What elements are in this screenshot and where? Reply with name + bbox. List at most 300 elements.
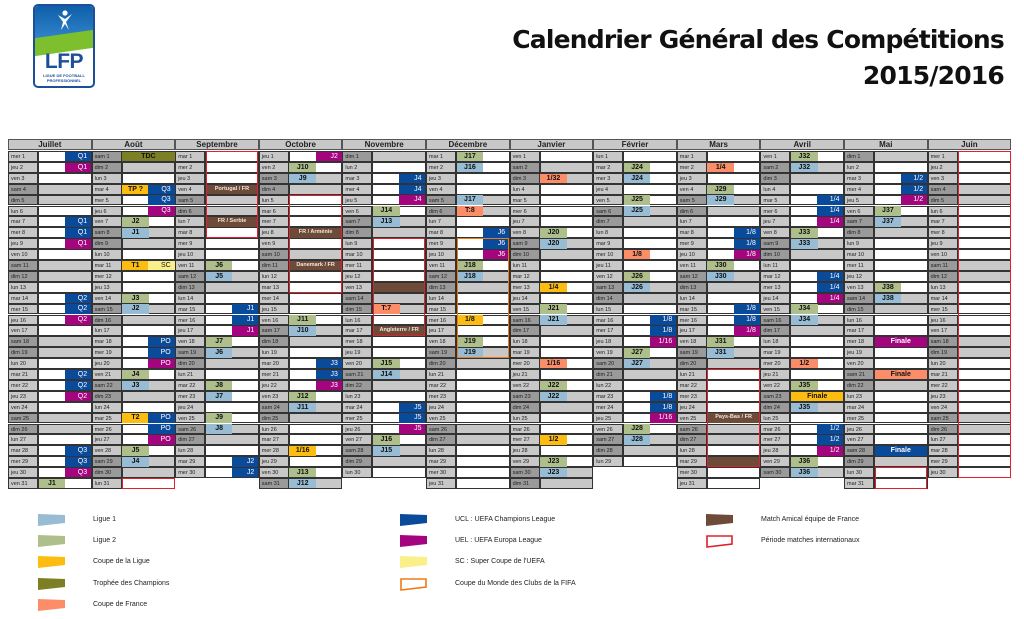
- day-cell[interactable]: [456, 304, 510, 315]
- day-cell[interactable]: [707, 216, 761, 227]
- event-ligue2[interactable]: J25: [624, 195, 651, 205]
- day-cell[interactable]: [205, 445, 259, 456]
- day-cell[interactable]: [874, 249, 928, 260]
- day-cell[interactable]: [372, 249, 426, 260]
- day-cell[interactable]: [958, 391, 1012, 402]
- day-cell[interactable]: [958, 315, 1012, 326]
- day-cell[interactable]: [707, 358, 761, 369]
- day-cell[interactable]: [372, 260, 426, 271]
- day-cell[interactable]: [456, 358, 510, 369]
- day-cell[interactable]: [958, 195, 1012, 206]
- event-uel[interactable]: J6: [483, 250, 509, 260]
- day-cell[interactable]: [122, 173, 176, 184]
- event-ligue2[interactable]: J6: [206, 261, 233, 271]
- day-cell[interactable]: [874, 413, 928, 424]
- day-cell[interactable]: [205, 282, 259, 293]
- event-ucl[interactable]: J1: [232, 304, 258, 314]
- event-ucl[interactable]: J5: [399, 403, 425, 413]
- day-cell[interactable]: [122, 282, 176, 293]
- day-cell[interactable]: [958, 249, 1012, 260]
- event-coupe_france[interactable]: T:8: [457, 206, 484, 216]
- event-ligue1[interactable]: J7: [206, 392, 233, 402]
- event-ucl[interactable]: 1/8: [650, 392, 676, 402]
- event-coupe_ligue[interactable]: TP ?: [122, 185, 149, 195]
- day-cell[interactable]: [540, 325, 594, 336]
- event-ligue2[interactable]: J20: [540, 228, 567, 238]
- event-ligue2[interactable]: J23: [540, 457, 567, 467]
- event-ucl[interactable]: 1/2: [817, 424, 843, 434]
- event-ucl[interactable]: 1/8: [734, 315, 760, 325]
- day-cell[interactable]: [289, 184, 343, 195]
- day-cell[interactable]: [289, 293, 343, 304]
- event-ligue2[interactable]: J21: [540, 304, 567, 314]
- event-coupe_france[interactable]: 1/8: [624, 250, 651, 260]
- event-ligue1[interactable]: J21: [540, 315, 567, 325]
- event-ligue2[interactable]: J36: [791, 457, 818, 467]
- event-uel[interactable]: Q3: [148, 206, 174, 216]
- day-cell[interactable]: [372, 336, 426, 347]
- event-coupe_france[interactable]: 1/2: [791, 359, 818, 369]
- day-cell[interactable]: [289, 206, 343, 217]
- event-ligue1[interactable]: J11: [289, 403, 316, 413]
- event-ligue1[interactable]: J24: [624, 174, 651, 184]
- day-cell[interactable]: [707, 151, 761, 162]
- day-cell[interactable]: [958, 347, 1012, 358]
- event-ucl[interactable]: J2: [232, 457, 258, 467]
- event-ucl[interactable]: Q2: [65, 370, 91, 380]
- day-cell[interactable]: [289, 424, 343, 435]
- day-cell[interactable]: [540, 184, 594, 195]
- event-ucl[interactable]: 1/8: [650, 403, 676, 413]
- event-ligue1[interactable]: J6: [206, 348, 233, 358]
- day-cell[interactable]: [874, 380, 928, 391]
- day-cell[interactable]: [540, 249, 594, 260]
- day-cell[interactable]: [874, 456, 928, 467]
- day-cell[interactable]: [372, 238, 426, 249]
- event-ligue2[interactable]: J38: [875, 283, 902, 293]
- event-coupe_ligue[interactable]: 1/16: [289, 446, 316, 456]
- day-cell[interactable]: [38, 184, 92, 195]
- day-cell[interactable]: [205, 369, 259, 380]
- event-ligue2[interactable]: J14: [373, 206, 400, 216]
- event-ligue1[interactable]: J30: [707, 272, 734, 282]
- event-amical[interactable]: [707, 457, 760, 467]
- day-cell[interactable]: [456, 467, 510, 478]
- event-ucl[interactable]: Q2: [65, 294, 91, 304]
- event-ucl[interactable]: 1/2: [901, 185, 927, 195]
- day-cell[interactable]: [623, 456, 677, 467]
- event-coupe_ligue[interactable]: 1/2: [540, 435, 567, 445]
- day-cell[interactable]: [874, 151, 928, 162]
- day-cell[interactable]: [623, 380, 677, 391]
- day-cell[interactable]: [205, 434, 259, 445]
- day-cell[interactable]: [540, 293, 594, 304]
- day-cell[interactable]: [958, 413, 1012, 424]
- day-cell[interactable]: [289, 238, 343, 249]
- day-cell[interactable]: [456, 184, 510, 195]
- event-ligue1[interactable]: J8: [206, 424, 233, 434]
- day-cell[interactable]: [958, 293, 1012, 304]
- day-cell[interactable]: [38, 358, 92, 369]
- event-ligue1[interactable]: J15: [373, 446, 400, 456]
- day-cell[interactable]: [958, 304, 1012, 315]
- event-ligue2[interactable]: J15: [373, 359, 400, 369]
- event-ligue2[interactable]: J30: [707, 261, 734, 271]
- event-amical[interactable]: FR / Serbie: [206, 217, 259, 227]
- event-uel[interactable]: PO: [148, 435, 174, 445]
- day-cell[interactable]: [958, 206, 1012, 217]
- day-cell[interactable]: [623, 227, 677, 238]
- day-cell[interactable]: [623, 184, 677, 195]
- event-ucl[interactable]: 1/8: [734, 239, 760, 249]
- event-ligue2[interactable]: J29: [707, 185, 734, 195]
- day-cell[interactable]: [874, 478, 928, 489]
- day-cell[interactable]: [958, 380, 1012, 391]
- event-ucl[interactable]: J3: [316, 370, 342, 380]
- event-ucl[interactable]: J4: [399, 185, 425, 195]
- event-ucl[interactable]: Q3: [148, 195, 174, 205]
- day-cell[interactable]: [372, 315, 426, 326]
- event-ligue1[interactable]: J1: [122, 228, 149, 238]
- event-ligue1[interactable]: J16: [457, 163, 484, 173]
- event-ucl[interactable]: PO: [148, 413, 174, 423]
- day-cell[interactable]: [790, 336, 844, 347]
- event-amical[interactable]: [373, 283, 426, 293]
- day-cell[interactable]: [205, 402, 259, 413]
- day-cell[interactable]: [958, 271, 1012, 282]
- day-cell[interactable]: [958, 467, 1012, 478]
- day-cell[interactable]: [790, 260, 844, 271]
- event-uel[interactable]: J5: [399, 424, 425, 434]
- event-uel[interactable]: 1/2: [901, 195, 927, 205]
- event-ligue1[interactable]: J10: [289, 326, 316, 336]
- day-cell[interactable]: [122, 402, 176, 413]
- day-cell[interactable]: [958, 173, 1012, 184]
- day-cell[interactable]: [790, 249, 844, 260]
- event-ucl[interactable]: 1/2: [817, 435, 843, 445]
- day-cell[interactable]: [205, 162, 259, 173]
- day-cell[interactable]: [958, 227, 1012, 238]
- event-ucl[interactable]: Q3: [148, 185, 174, 195]
- day-cell[interactable]: [456, 369, 510, 380]
- event-ucl[interactable]: 1/4: [817, 272, 843, 282]
- day-cell[interactable]: [540, 216, 594, 227]
- event-ligue2[interactable]: J35: [791, 381, 818, 391]
- event-ligue2[interactable]: J26: [624, 272, 651, 282]
- day-cell[interactable]: [38, 206, 92, 217]
- event-ligue2[interactable]: J17: [457, 152, 484, 162]
- day-cell[interactable]: [122, 391, 176, 402]
- day-cell[interactable]: [205, 173, 259, 184]
- event-ligue1[interactable]: J19: [457, 348, 484, 358]
- event-ucl[interactable]: J2: [232, 468, 258, 478]
- day-cell[interactable]: [623, 293, 677, 304]
- day-cell[interactable]: [790, 184, 844, 195]
- day-cell[interactable]: [707, 391, 761, 402]
- day-cell[interactable]: [958, 445, 1012, 456]
- event-uel[interactable]: Q3: [65, 468, 91, 478]
- day-cell[interactable]: [456, 402, 510, 413]
- day-cell[interactable]: [958, 238, 1012, 249]
- day-cell[interactable]: [372, 151, 426, 162]
- day-cell[interactable]: [707, 282, 761, 293]
- day-cell[interactable]: [38, 413, 92, 424]
- event-ucl[interactable]: 1/8: [650, 326, 676, 336]
- event-ucl[interactable]: J4: [399, 174, 425, 184]
- event-ligue1[interactable]: J23: [540, 468, 567, 478]
- day-cell[interactable]: [205, 249, 259, 260]
- day-cell[interactable]: [372, 467, 426, 478]
- day-cell[interactable]: [540, 347, 594, 358]
- event-ligue2[interactable]: J10: [289, 163, 316, 173]
- day-cell[interactable]: [38, 434, 92, 445]
- day-cell[interactable]: [958, 325, 1012, 336]
- day-cell[interactable]: [958, 151, 1012, 162]
- day-cell[interactable]: [623, 445, 677, 456]
- day-cell[interactable]: [38, 260, 92, 271]
- day-cell[interactable]: [456, 456, 510, 467]
- day-cell[interactable]: [456, 424, 510, 435]
- day-cell[interactable]: [289, 434, 343, 445]
- event-ucl[interactable]: 1/2: [901, 174, 927, 184]
- day-cell[interactable]: [790, 173, 844, 184]
- event-ligue1[interactable]: J3: [122, 381, 149, 391]
- event-ligue1[interactable]: J20: [540, 239, 567, 249]
- day-cell[interactable]: [289, 282, 343, 293]
- day-cell[interactable]: [372, 271, 426, 282]
- day-cell[interactable]: [38, 271, 92, 282]
- day-cell[interactable]: [874, 271, 928, 282]
- event-ligue1[interactable]: J32: [791, 163, 818, 173]
- day-cell[interactable]: [456, 293, 510, 304]
- day-cell[interactable]: [874, 358, 928, 369]
- day-cell[interactable]: [707, 434, 761, 445]
- event-ucl[interactable]: Q1: [65, 228, 91, 238]
- event-uel[interactable]: Finale: [875, 337, 928, 347]
- day-cell[interactable]: [38, 282, 92, 293]
- event-ligue2[interactable]: J16: [373, 435, 400, 445]
- day-cell[interactable]: [122, 249, 176, 260]
- day-cell[interactable]: [958, 456, 1012, 467]
- day-cell[interactable]: [540, 413, 594, 424]
- day-cell[interactable]: [122, 238, 176, 249]
- day-cell[interactable]: [707, 402, 761, 413]
- event-ucl[interactable]: J6: [483, 239, 509, 249]
- day-cell[interactable]: [456, 325, 510, 336]
- event-ligue1[interactable]: J5: [206, 272, 233, 282]
- event-ucl[interactable]: 1/8: [650, 315, 676, 325]
- event-ligue2[interactable]: J27: [624, 348, 651, 358]
- event-ligue1[interactable]: J18: [457, 272, 484, 282]
- event-coupe_ligue[interactable]: 1/8: [457, 315, 484, 325]
- event-ucl[interactable]: 1/8: [734, 228, 760, 238]
- day-cell[interactable]: [540, 478, 594, 489]
- event-ligue2[interactable]: J19: [457, 337, 484, 347]
- day-cell[interactable]: [707, 467, 761, 478]
- event-coupe_france[interactable]: 1/4: [707, 163, 734, 173]
- day-cell[interactable]: [289, 413, 343, 424]
- event-uel[interactable]: Q1: [65, 163, 91, 173]
- day-cell[interactable]: [958, 282, 1012, 293]
- day-cell[interactable]: [874, 315, 928, 326]
- event-ligue1[interactable]: J29: [707, 195, 734, 205]
- event-ucl[interactable]: J5: [399, 413, 425, 423]
- event-coupe_ligue[interactable]: Finale: [791, 392, 844, 402]
- day-cell[interactable]: [205, 358, 259, 369]
- day-cell[interactable]: [874, 238, 928, 249]
- event-ligue2[interactable]: J11: [289, 315, 316, 325]
- event-amical[interactable]: Portugal / FR: [206, 185, 259, 195]
- day-cell[interactable]: [623, 260, 677, 271]
- day-cell[interactable]: [874, 402, 928, 413]
- day-cell[interactable]: [38, 173, 92, 184]
- event-ucl[interactable]: PO: [148, 348, 174, 358]
- event-ligue1[interactable]: J35: [791, 403, 818, 413]
- day-cell[interactable]: [707, 445, 761, 456]
- event-uel[interactable]: 1/16: [650, 413, 676, 423]
- day-cell[interactable]: [874, 325, 928, 336]
- day-cell[interactable]: [456, 216, 510, 227]
- day-cell[interactable]: [289, 271, 343, 282]
- day-cell[interactable]: [623, 216, 677, 227]
- day-cell[interactable]: [38, 424, 92, 435]
- day-cell[interactable]: [456, 478, 510, 489]
- day-cell[interactable]: [122, 271, 176, 282]
- event-amical[interactable]: Angleterre / FR: [373, 326, 426, 336]
- day-cell[interactable]: [289, 216, 343, 227]
- event-ligue2[interactable]: J12: [289, 392, 316, 402]
- day-cell[interactable]: [707, 424, 761, 435]
- event-ucl[interactable]: Q1: [65, 152, 91, 162]
- day-cell[interactable]: [707, 369, 761, 380]
- event-ucl[interactable]: Finale: [875, 446, 928, 456]
- event-ucl[interactable]: PO: [148, 424, 174, 434]
- event-ucl[interactable]: J3: [316, 359, 342, 369]
- event-ligue2[interactable]: J24: [624, 163, 651, 173]
- day-cell[interactable]: [540, 162, 594, 173]
- day-cell[interactable]: [456, 173, 510, 184]
- day-cell[interactable]: [540, 424, 594, 435]
- day-cell[interactable]: [372, 456, 426, 467]
- day-cell[interactable]: [38, 195, 92, 206]
- event-ucl[interactable]: PO: [148, 337, 174, 347]
- day-cell[interactable]: [456, 391, 510, 402]
- day-cell[interactable]: [874, 424, 928, 435]
- day-cell[interactable]: [38, 347, 92, 358]
- day-cell[interactable]: [958, 260, 1012, 271]
- day-cell[interactable]: [289, 336, 343, 347]
- day-cell[interactable]: [289, 249, 343, 260]
- day-cell[interactable]: [372, 380, 426, 391]
- day-cell[interactable]: [707, 380, 761, 391]
- day-cell[interactable]: [122, 315, 176, 326]
- event-uel[interactable]: 1/2: [817, 446, 843, 456]
- event-coupe_france[interactable]: T:7: [373, 304, 400, 314]
- day-cell[interactable]: [540, 369, 594, 380]
- event-ligue2[interactable]: J32: [791, 152, 818, 162]
- event-uel[interactable]: 1/4: [817, 217, 843, 227]
- day-cell[interactable]: [372, 347, 426, 358]
- event-ucl[interactable]: 1/4: [817, 195, 843, 205]
- event-coupe_ligue[interactable]: 1/4: [540, 283, 567, 293]
- event-ligue1[interactable]: J22: [540, 392, 567, 402]
- day-cell[interactable]: [540, 151, 594, 162]
- day-cell[interactable]: [540, 445, 594, 456]
- day-cell[interactable]: [958, 402, 1012, 413]
- day-cell[interactable]: [540, 206, 594, 217]
- event-uel[interactable]: Q2: [65, 392, 91, 402]
- event-ligue2[interactable]: J9: [206, 413, 233, 423]
- day-cell[interactable]: [874, 434, 928, 445]
- event-ligue2[interactable]: J7: [206, 337, 233, 347]
- event-ligue2[interactable]: J2: [122, 217, 149, 227]
- day-cell[interactable]: [372, 227, 426, 238]
- event-ligue2[interactable]: J34: [791, 304, 818, 314]
- day-cell[interactable]: [623, 304, 677, 315]
- day-cell[interactable]: [790, 325, 844, 336]
- day-cell[interactable]: [874, 162, 928, 173]
- event-coupe_ligue[interactable]: T2: [122, 413, 149, 423]
- event-ligue2[interactable]: J28: [624, 424, 651, 434]
- day-cell[interactable]: [540, 336, 594, 347]
- day-cell[interactable]: [707, 478, 761, 489]
- day-cell[interactable]: [372, 293, 426, 304]
- event-uel[interactable]: 1/8: [734, 250, 760, 260]
- event-coupe_france[interactable]: 1/32: [540, 174, 567, 184]
- event-ligue2[interactable]: J22: [540, 381, 567, 391]
- day-cell[interactable]: [205, 151, 259, 162]
- event-ligue1[interactable]: J27: [624, 359, 651, 369]
- day-cell[interactable]: [38, 402, 92, 413]
- day-cell[interactable]: [289, 195, 343, 206]
- day-cell[interactable]: [958, 424, 1012, 435]
- day-cell[interactable]: [623, 369, 677, 380]
- day-cell[interactable]: [38, 325, 92, 336]
- event-ligue2[interactable]: J37: [875, 206, 902, 216]
- day-cell[interactable]: [958, 358, 1012, 369]
- day-cell[interactable]: [456, 413, 510, 424]
- day-cell[interactable]: [540, 402, 594, 413]
- event-ligue1[interactable]: J33: [791, 239, 818, 249]
- day-cell[interactable]: [958, 184, 1012, 195]
- day-cell[interactable]: [958, 162, 1012, 173]
- event-uel[interactable]: 1/8: [734, 326, 760, 336]
- day-cell[interactable]: [540, 260, 594, 271]
- event-ligue2[interactable]: J1: [39, 479, 66, 489]
- event-ligue1[interactable]: J4: [122, 457, 149, 467]
- event-ucl[interactable]: Q2: [65, 381, 91, 391]
- event-ligue1[interactable]: J38: [875, 294, 902, 304]
- day-cell[interactable]: [874, 227, 928, 238]
- day-cell[interactable]: [289, 456, 343, 467]
- event-ligue2[interactable]: J5: [122, 446, 149, 456]
- event-ligue1[interactable]: J14: [373, 370, 400, 380]
- event-uel[interactable]: J3: [316, 381, 342, 391]
- event-ligue1[interactable]: J34: [791, 315, 818, 325]
- day-cell[interactable]: [289, 304, 343, 315]
- day-cell[interactable]: [372, 391, 426, 402]
- event-coupe_ligue[interactable]: T1: [122, 261, 149, 271]
- day-cell[interactable]: [874, 304, 928, 315]
- event-ligue1[interactable]: J36: [791, 468, 818, 478]
- day-cell[interactable]: [958, 336, 1012, 347]
- event-uel[interactable]: J4: [399, 195, 425, 205]
- event-ligue1[interactable]: J37: [875, 217, 902, 227]
- day-cell[interactable]: [874, 347, 928, 358]
- day-cell[interactable]: [540, 271, 594, 282]
- day-cell[interactable]: [122, 162, 176, 173]
- event-ligue2[interactable]: J3: [122, 294, 149, 304]
